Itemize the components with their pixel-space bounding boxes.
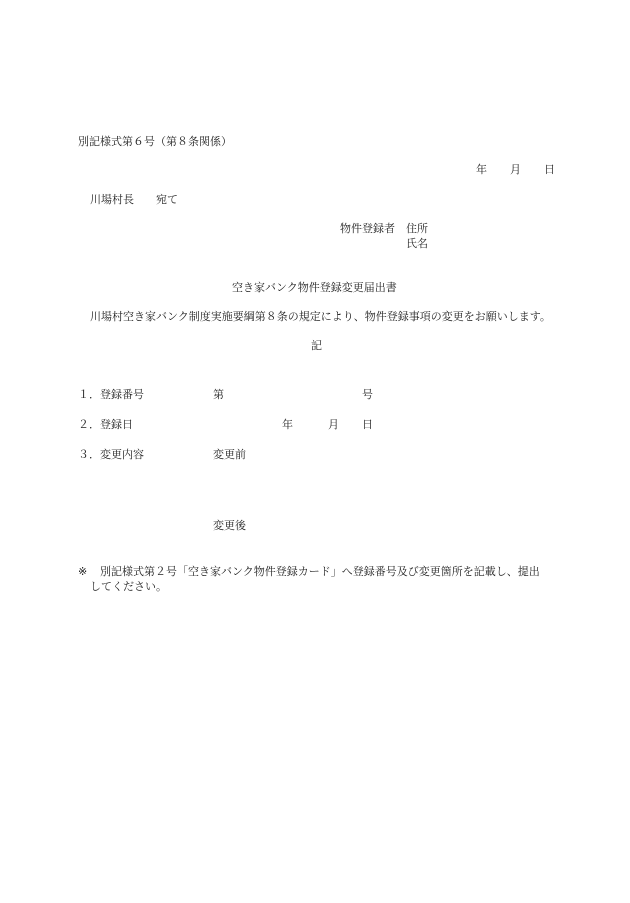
body-text: 川場村空き家バンク制度実施要綱第８条の規定により、物件登録事項の変更をお願いします。 — [90, 310, 551, 323]
item-1-number: １． — [78, 388, 100, 401]
date-day: 日 — [544, 163, 555, 176]
document-title: 空き家バンク物件登録変更届出書 — [232, 281, 397, 294]
name-label: 氏名 — [406, 237, 428, 250]
change-before-label: 変更前 — [213, 448, 246, 461]
note-line-2: してください。 — [90, 580, 167, 593]
date-year: 年 — [476, 163, 487, 176]
item-2-number: ２． — [78, 418, 100, 431]
addressee: 川場村長 宛て — [90, 193, 178, 206]
registration-number-suffix: 号 — [362, 388, 373, 401]
address-label: 住所 — [406, 222, 428, 235]
registration-date-day: 日 — [362, 418, 373, 431]
item-1-label: 登録番号 — [100, 388, 144, 401]
note-line-1: 別記様式第２号「空き家バンク物件登録カード」へ登録番号及び変更箇所を記載し、提出 — [100, 565, 540, 578]
item-3-number: ３． — [78, 448, 100, 461]
item-3-label: 変更内容 — [100, 448, 144, 461]
registration-date-year: 年 — [282, 418, 293, 431]
note-mark: ※ — [78, 565, 88, 578]
applicant-role: 物件登録者 — [340, 222, 395, 235]
date-month: 月 — [510, 163, 521, 176]
registration-date-month: 月 — [328, 418, 339, 431]
registration-number-prefix: 第 — [213, 388, 224, 401]
form-number: 別記様式第６号（第８条関係） — [78, 135, 232, 148]
item-2-label: 登録日 — [100, 418, 133, 431]
change-after-label: 変更後 — [213, 519, 246, 532]
ki-label: 記 — [311, 339, 322, 352]
